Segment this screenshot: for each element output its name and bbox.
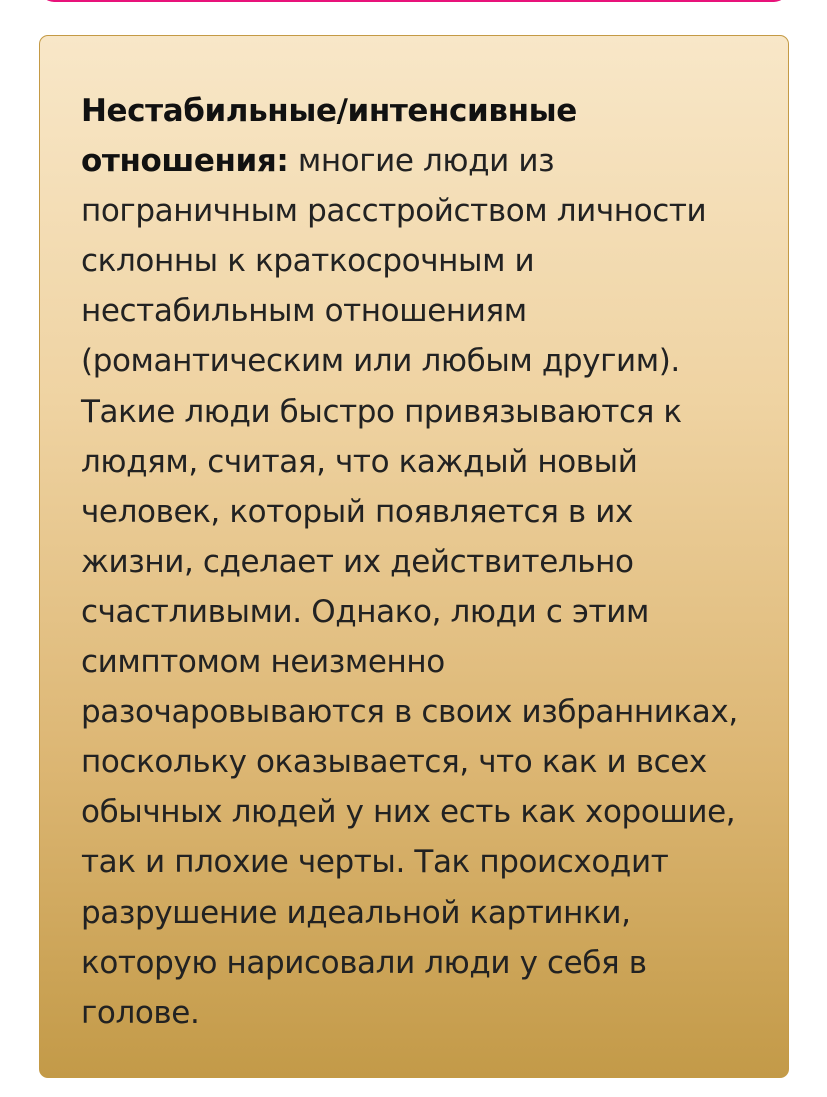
card-paragraph [81, 86, 748, 1038]
previous-card-border [40, 0, 788, 2]
card-heading: Нестабильные/интенсивные отношения: [81, 93, 577, 180]
card-body: многие люди из пограничным расстройством личности склонны к краткосрочным и нестабильным отношениям (романтическим или любым другим). Такие люди быстро привязываются к людям, считая, что каждый новый человек, который появляется в их жизни, сделает их действительно счастливыми. Однако, люди с этим симптомом неизменно разочаровываются в своих избранниках, поскольку оказывается, что как и всех обычных людей у них есть как хорошие, так и плохие черты. Так происходит разрушение идеальной картинки, которую нарисовали люди у себя в голове. [81, 143, 738, 1031]
info-card [39, 35, 789, 1078]
